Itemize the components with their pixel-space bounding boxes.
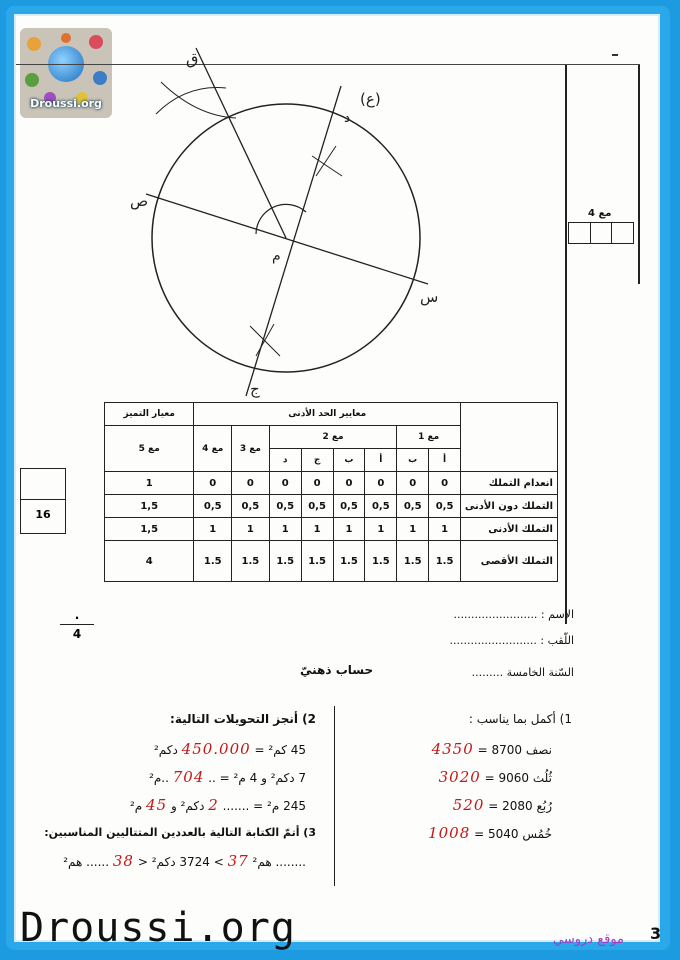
site-link[interactable]: موقع دروسي [553, 932, 625, 947]
score-earned [21, 469, 65, 500]
score-label-m4: مع 4 [588, 208, 612, 219]
margin-line [565, 64, 567, 624]
group-m4: مع 4 [194, 426, 232, 472]
page-number: 3 [650, 924, 662, 943]
q2-answer[interactable]: 704 [172, 768, 205, 786]
q1-item: نصف 8700 = 4350 [431, 740, 552, 758]
score-max: 16 [35, 508, 51, 521]
page-title: حساب ذهنيّ [300, 663, 374, 677]
fraction-bar [60, 624, 94, 625]
q2-answer[interactable]: 45 [146, 796, 168, 814]
q3-answer[interactable]: 37 [227, 852, 249, 870]
section-score[interactable] [60, 608, 94, 641]
name-field[interactable]: الاسم : ........................ [453, 608, 574, 621]
sub-m1-b: ب [397, 449, 429, 472]
site-logo[interactable] [20, 28, 112, 118]
q2-line: 45 كم² = 450.000 دكم² [153, 740, 306, 758]
sub-m1-a: أ [429, 449, 461, 472]
q3-answer[interactable]: 38 [112, 852, 134, 870]
label-q: ق [186, 49, 199, 68]
grade-field[interactable]: السّنة الخامسة ......... [471, 666, 574, 679]
group-m3: مع 3 [232, 426, 270, 472]
q2-line: 245 م² = ....... 2 دكم² و 45 م² [129, 796, 306, 814]
angle-arc [256, 204, 306, 234]
grading-table [104, 402, 558, 582]
q2-heading: 2) أنجز التحويلات التالية: [170, 712, 316, 726]
column-separator [334, 706, 335, 886]
ray-mq [196, 48, 286, 238]
q1-item: خُمُس 5040 = 1008 [428, 824, 552, 842]
section-score-earned: . [74, 608, 80, 622]
label-m: م [272, 248, 281, 264]
table-corner [461, 403, 558, 472]
score-column-line [638, 64, 640, 284]
q1-answer[interactable]: 3020 [438, 768, 481, 786]
mark-dash [612, 54, 618, 56]
header-min-criteria: معايير الحد الأدنى [194, 403, 461, 426]
table-row: التملك الأدنى 1 1 1 1 1 1 1 1 1,5 [105, 518, 558, 541]
construction-arc [256, 324, 274, 356]
q2-answer[interactable]: 450.000 [181, 740, 251, 758]
worksheet-page [14, 14, 662, 947]
q1-answer[interactable]: 520 [452, 796, 485, 814]
q1-answer[interactable]: 4350 [431, 740, 474, 758]
q2-answer[interactable]: 2 [208, 796, 219, 814]
sub-m2-b: ب [333, 449, 365, 472]
sub-m2-a: أ [365, 449, 397, 472]
geometry-figure [116, 26, 456, 396]
table-row: التملك دون الأدنى 0,5 0,5 0,5 0,5 0,5 0,5 0,5 0,5 1,5 [105, 495, 558, 518]
sub-m2-c: ج [301, 449, 333, 472]
q1-item: رُبُع 2080 = 520 [452, 796, 552, 814]
watermark-text: Droussi.org [20, 905, 296, 951]
label-s: ص [130, 192, 149, 210]
total-score-box[interactable] [20, 468, 66, 534]
group-m5: مع 5 [105, 426, 194, 472]
q3-line: ........ هم² 37 > 3724 دكم² < 38 ...... هم² [63, 852, 306, 870]
score-cells-m4[interactable] [568, 222, 634, 244]
q1-item: ثُلُث 9060 = 3020 [438, 768, 552, 786]
table-row: التملك الأقصى 1.5 1.5 1.5 1.5 1.5 1.5 1.5 1.5 4 [105, 541, 558, 582]
q1-heading: 1) أكمل بما يناسب : [468, 712, 572, 726]
q2-line: 7 دكم² و 4 م² = .. 704 ..م² [149, 768, 306, 786]
table-row: انعدام التملك 0 0 0 0 0 0 0 0 1 [105, 472, 558, 495]
q3-heading: 3) أتمّ الكتابة التالية بالعددين المتتاليين المناسبين: [44, 826, 316, 839]
logo-text: Droussi.org [30, 97, 102, 110]
header-excellence: معيار التميز [105, 403, 194, 426]
surname-field[interactable]: اللّقب : ......................... [449, 634, 574, 647]
label-j: ج [250, 380, 260, 398]
group-m2: مع 2 [269, 426, 397, 449]
label-sn: س [420, 288, 439, 306]
label-d: د [344, 110, 351, 126]
label-d4: (ع) [360, 90, 381, 108]
diameter-ss [146, 194, 428, 284]
section-score-max: 4 [72, 627, 82, 641]
q1-answer[interactable]: 1008 [428, 824, 471, 842]
group-m1: مع 1 [397, 426, 461, 449]
sub-m2-d: د [269, 449, 301, 472]
construction-arc [156, 88, 226, 114]
